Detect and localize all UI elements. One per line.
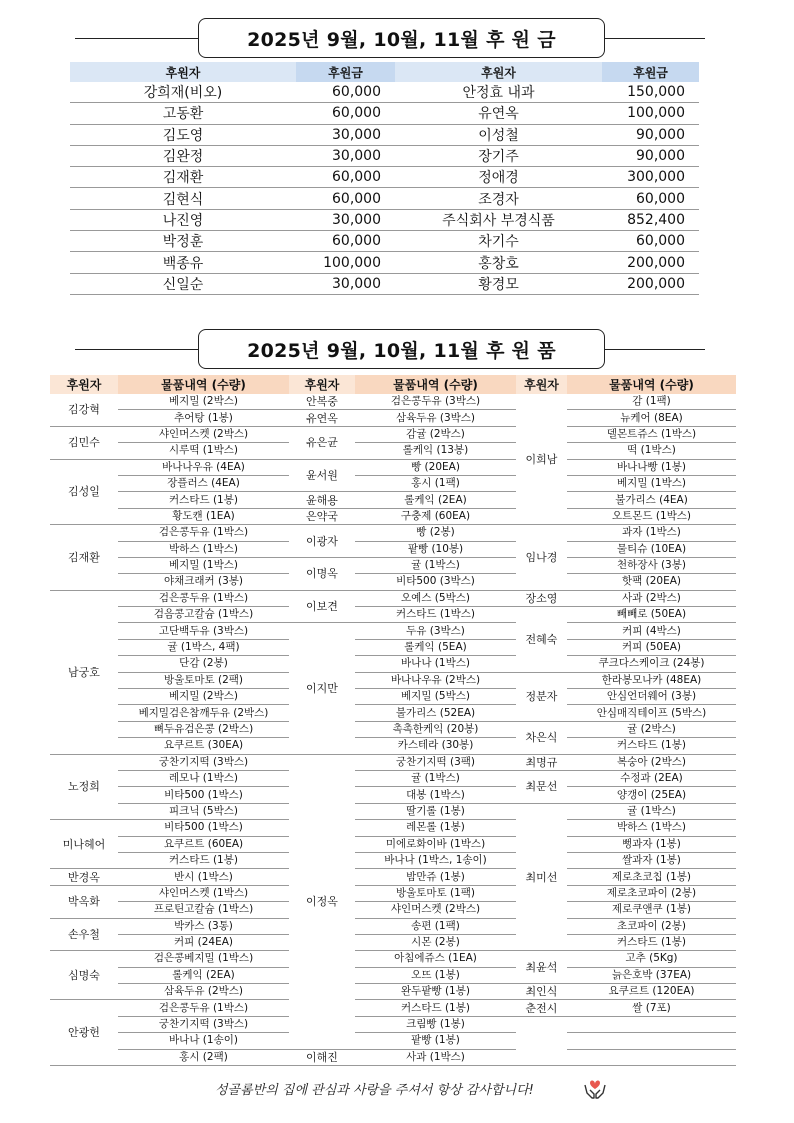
donated-item: 과자 (1박스) bbox=[567, 525, 736, 541]
donation-amount: 60,000 bbox=[602, 188, 699, 209]
donated-item: 샤인머스켓 (2박스) bbox=[118, 426, 289, 442]
donation-goods-table bbox=[50, 375, 736, 1066]
donation-money-table bbox=[70, 62, 699, 295]
donated-item: 베지밀 (1박스) bbox=[118, 557, 289, 573]
donor-name: 최미선 bbox=[516, 803, 567, 951]
donor-name: 김완정 bbox=[70, 145, 296, 166]
donor-name: 홍창호 bbox=[395, 252, 602, 273]
goods-table-row bbox=[50, 1016, 736, 1032]
donor-name: 고동환 bbox=[70, 103, 296, 124]
donated-item: 사과 (1박스) bbox=[355, 1049, 516, 1065]
donated-item: 귤 (1박스, 4팩) bbox=[118, 639, 289, 655]
money-table-row bbox=[70, 167, 699, 188]
donor-name: 최윤석 bbox=[516, 951, 567, 984]
donated-item: 궁찬기지떡 (3박스) bbox=[118, 1016, 289, 1032]
header-items: 물품내역 (수량) bbox=[567, 375, 736, 394]
goods-table-row bbox=[50, 574, 736, 590]
goods-table-row bbox=[50, 492, 736, 508]
donated-item: 박하스 (1박스) bbox=[567, 820, 736, 836]
goods-table-row bbox=[50, 721, 736, 737]
goods-table-row bbox=[50, 820, 736, 836]
donor-name: 안정효 내과 bbox=[395, 82, 602, 103]
money-table-row bbox=[70, 209, 699, 230]
donor-name: 나진영 bbox=[70, 209, 296, 230]
goods-table-row bbox=[50, 541, 736, 557]
header-amount: 후원금 bbox=[296, 62, 395, 82]
donated-item: 쌀과자 (1봉) bbox=[567, 852, 736, 868]
donation-amount: 90,000 bbox=[602, 124, 699, 145]
donor-name: 임나경 bbox=[516, 525, 567, 591]
donated-item: 크림빵 (1봉) bbox=[355, 1016, 516, 1032]
money-table-header bbox=[70, 62, 699, 82]
donated-item: 요쿠르트 (30EA) bbox=[118, 738, 289, 754]
donor-name: 차은식 bbox=[516, 721, 567, 754]
donated-item: 검은콩두유 (3박스) bbox=[355, 394, 516, 410]
donated-item: 뼈두유검은콩 (2박스) bbox=[118, 721, 289, 737]
donated-item: 팥빵 (10봉) bbox=[355, 541, 516, 557]
donated-item: 커스타드 (1봉) bbox=[118, 852, 289, 868]
goods-table-row bbox=[50, 705, 736, 721]
donated-item: 빼빼로 (50EA) bbox=[567, 607, 736, 623]
donation-amount: 30,000 bbox=[296, 145, 395, 166]
donated-item: 송편 (1팩) bbox=[355, 918, 516, 934]
donated-item: 롤케익 (13봉) bbox=[355, 443, 516, 459]
donor-name: 장소영 bbox=[516, 590, 567, 606]
goods-table-row bbox=[50, 754, 736, 770]
donated-item: 빵 (20EA) bbox=[355, 459, 516, 475]
donated-item: 떡 (1박스) bbox=[567, 443, 736, 459]
goods-table-row bbox=[50, 443, 736, 459]
donor-name: 김성일 bbox=[50, 459, 118, 525]
donated-item: 촉촉한케익 (20봉) bbox=[355, 721, 516, 737]
goods-table-row bbox=[50, 410, 736, 426]
donated-item: 커스타드 (1봉) bbox=[355, 1000, 516, 1016]
donated-item: 시몬 (2봉) bbox=[355, 934, 516, 950]
donated-item: 바나나 (1송이) bbox=[118, 1033, 289, 1049]
goods-table-header bbox=[50, 375, 736, 394]
goods-table-row bbox=[50, 1000, 736, 1016]
header-items: 물품내역 (수량) bbox=[118, 375, 289, 394]
goods-table-row bbox=[50, 934, 736, 950]
donor-name: 노정희 bbox=[50, 754, 118, 820]
donated-item: 커스타드 (1봉) bbox=[567, 934, 736, 950]
donor-name: 김강혁 bbox=[50, 394, 118, 426]
header-donor: 후원자 bbox=[516, 375, 567, 394]
donation-amount: 90,000 bbox=[602, 145, 699, 166]
donated-item bbox=[567, 1016, 736, 1032]
goods-table-row bbox=[50, 475, 736, 491]
donation-amount: 852,400 bbox=[602, 209, 699, 230]
goods-table-row bbox=[50, 590, 736, 606]
donated-item: 대봉 (1박스) bbox=[355, 787, 516, 803]
donated-item: 제로초코파이 (2봉) bbox=[567, 885, 736, 901]
donor-name: 강희재(비오) bbox=[70, 82, 296, 103]
donor-name: 이보견 bbox=[289, 590, 355, 623]
donor-name: 차기수 bbox=[395, 231, 602, 252]
donor-name: 김민수 bbox=[50, 426, 118, 459]
heart-hands-icon bbox=[582, 1075, 608, 1105]
donated-item: 미에로화이바 (1박스) bbox=[355, 836, 516, 852]
donated-item: 롤케익 (5EA) bbox=[355, 639, 516, 655]
money-table-row bbox=[70, 252, 699, 273]
donated-item: 오뜨 (1봉) bbox=[355, 967, 516, 983]
donated-item: 완두팥빵 (1봉) bbox=[355, 984, 516, 1000]
money-section-title: 2025년 9월, 10월, 11월 후 원 금 bbox=[198, 18, 605, 58]
donor-name: 박정훈 bbox=[70, 231, 296, 252]
donated-item: 방울토마토 (2팩) bbox=[118, 672, 289, 688]
donor-name: 은약국 bbox=[289, 508, 355, 524]
donated-item: 안심매직테이프 (5박스) bbox=[567, 705, 736, 721]
money-table-row bbox=[70, 124, 699, 145]
donated-item: 요쿠르트 (60EA) bbox=[118, 836, 289, 852]
donor-name: 전혜숙 bbox=[516, 607, 567, 673]
donor-name: 김재환 bbox=[50, 525, 118, 591]
donated-item: 샤인머스켓 (2박스) bbox=[355, 902, 516, 918]
donated-item: 커스타드 (1박스) bbox=[355, 607, 516, 623]
goods-table-row bbox=[50, 902, 736, 918]
donated-item: 베지밀 (1박스) bbox=[567, 475, 736, 491]
donated-item: 커피 (24EA) bbox=[118, 934, 289, 950]
donated-item: 단감 (2봉) bbox=[118, 656, 289, 672]
donated-item: 반시 (1박스) bbox=[118, 869, 289, 885]
donated-item: 감귤 (2박스) bbox=[355, 426, 516, 442]
donated-item: 카스테라 (30봉) bbox=[355, 738, 516, 754]
donated-item: 추어탕 (1봉) bbox=[118, 410, 289, 426]
donated-item: 양갱이 (25EA) bbox=[567, 787, 736, 803]
header-donor: 후원자 bbox=[289, 375, 355, 394]
donated-item: 델몬트쥬스 (1박스) bbox=[567, 426, 736, 442]
donation-amount: 30,000 bbox=[296, 209, 395, 230]
donation-amount: 200,000 bbox=[602, 273, 699, 294]
donated-item: 바나나우유 (4EA) bbox=[118, 459, 289, 475]
donated-item: 비타500 (3박스) bbox=[355, 574, 516, 590]
donated-item: 베지밀 (2박스) bbox=[118, 394, 289, 410]
donation-amount: 60,000 bbox=[296, 188, 395, 209]
goods-table-row bbox=[50, 836, 736, 852]
donated-item: 검은콩두유 (1박스) bbox=[118, 1000, 289, 1016]
donated-item: 검은콩두유 (1박스) bbox=[118, 590, 289, 606]
donation-amount: 60,000 bbox=[602, 231, 699, 252]
goods-section-title: 2025년 9월, 10월, 11월 후 원 품 bbox=[198, 329, 605, 369]
donor-name: 이성철 bbox=[395, 124, 602, 145]
donated-item: 제로쿠앤쿠 (1봉) bbox=[567, 902, 736, 918]
donor-name: 윤서원 bbox=[289, 459, 355, 492]
donated-item: 비타500 (1박스) bbox=[118, 787, 289, 803]
donated-item: 커스타드 (1봉) bbox=[118, 492, 289, 508]
money-table-row bbox=[70, 231, 699, 252]
goods-table-row bbox=[50, 738, 736, 754]
goods-table-row bbox=[50, 394, 736, 410]
header-items: 물품내역 (수량) bbox=[355, 375, 516, 394]
donated-item: 홍시 (2팩) bbox=[118, 1049, 289, 1065]
donated-item: 홍시 (1팩) bbox=[355, 475, 516, 491]
goods-table-row bbox=[50, 967, 736, 983]
donated-item: 롤케익 (2EA) bbox=[355, 492, 516, 508]
donated-item: 쿠크다스케이크 (24봉) bbox=[567, 656, 736, 672]
goods-table-row bbox=[50, 1049, 736, 1065]
goods-table-row bbox=[50, 869, 736, 885]
donated-item: 방울토마토 (1팩) bbox=[355, 885, 516, 901]
goods-table-row bbox=[50, 656, 736, 672]
goods-table-row bbox=[50, 803, 736, 819]
goods-table-row bbox=[50, 426, 736, 442]
goods-table-row bbox=[50, 852, 736, 868]
donated-item bbox=[567, 1049, 736, 1065]
donated-item: 비타500 (1박스) bbox=[118, 820, 289, 836]
donor-name: 최문선 bbox=[516, 770, 567, 803]
donated-item: 귤 (1박스) bbox=[355, 770, 516, 786]
donation-amount: 200,000 bbox=[602, 252, 699, 273]
donated-item: 커피 (4박스) bbox=[567, 623, 736, 639]
donated-item: 한라봉모나카 (48EA) bbox=[567, 672, 736, 688]
donated-item: 핫팩 (20EA) bbox=[567, 574, 736, 590]
donated-item: 안심언더웨어 (3봉) bbox=[567, 689, 736, 705]
donor-name: 윤해용 bbox=[289, 492, 355, 508]
goods-table-row bbox=[50, 1033, 736, 1049]
donation-amount: 30,000 bbox=[296, 124, 395, 145]
donor-name: 조경자 bbox=[395, 188, 602, 209]
donated-item: 고추 (5Kg) bbox=[567, 951, 736, 967]
donated-item: 사과 (2박스) bbox=[567, 590, 736, 606]
donated-item: 박하스 (1박스) bbox=[118, 541, 289, 557]
donated-item: 감 (1팩) bbox=[567, 394, 736, 410]
goods-table-row bbox=[50, 787, 736, 803]
donated-item: 시루떡 (1박스) bbox=[118, 443, 289, 459]
donated-item: 베지밀검은참깨두유 (2박스) bbox=[118, 705, 289, 721]
donor-name: 이지만 bbox=[289, 623, 355, 754]
donor-name: 이정옥 bbox=[289, 754, 355, 1049]
goods-section-header bbox=[75, 329, 705, 369]
thank-you-message: 성골롬반의 집에 관심과 사랑을 주셔서 항상 감사합니다! bbox=[215, 1083, 534, 1098]
donor-name: 최명규 bbox=[516, 754, 567, 770]
donor-name: 이해진 bbox=[289, 1049, 355, 1065]
header-donor: 후원자 bbox=[395, 62, 602, 82]
money-section-header bbox=[75, 18, 705, 58]
donated-item: 검은콩두유 (1박스) bbox=[118, 525, 289, 541]
donated-item: 야채크래커 (3봉) bbox=[118, 574, 289, 590]
donated-item: 늙은호박 (37EA) bbox=[567, 967, 736, 983]
donor-name: 반경옥 bbox=[50, 869, 118, 885]
goods-table-row bbox=[50, 951, 736, 967]
donation-amount: 30,000 bbox=[296, 273, 395, 294]
donor-name: 최인식 bbox=[516, 984, 567, 1000]
donated-item: 제로초코칩 (1봉) bbox=[567, 869, 736, 885]
donor-name: 백종유 bbox=[70, 252, 296, 273]
footer bbox=[0, 1075, 794, 1105]
donated-item: 레몬롤 (1봉) bbox=[355, 820, 516, 836]
goods-table-row bbox=[50, 918, 736, 934]
donated-item: 오예스 (5박스) bbox=[355, 590, 516, 606]
donor-name: 김재환 bbox=[70, 167, 296, 188]
goods-table-row bbox=[50, 770, 736, 786]
donor-name: 안복중 bbox=[289, 394, 355, 410]
donated-item: 검은콩베지밀 (1박스) bbox=[118, 951, 289, 967]
donor-name: 미나헤어 bbox=[50, 820, 118, 869]
header-amount: 후원금 bbox=[602, 62, 699, 82]
goods-table-row bbox=[50, 984, 736, 1000]
donated-item bbox=[567, 1033, 736, 1049]
donated-item: 궁찬기지떡 (3박스) bbox=[118, 754, 289, 770]
donor-name: 유연옥 bbox=[289, 410, 355, 426]
donated-item: 복숭아 (2박스) bbox=[567, 754, 736, 770]
donation-amount: 100,000 bbox=[296, 252, 395, 273]
donated-item: 레모나 (1박스) bbox=[118, 770, 289, 786]
money-table-row bbox=[70, 273, 699, 294]
donated-item: 불가리스 (4EA) bbox=[567, 492, 736, 508]
donor-name: 남궁호 bbox=[50, 590, 118, 754]
goods-table-row bbox=[50, 623, 736, 639]
donated-item: 샤인머스켓 (1박스) bbox=[118, 885, 289, 901]
donated-item: 팥빵 (1봉) bbox=[355, 1033, 516, 1049]
donated-item: 천하장사 (3봉) bbox=[567, 557, 736, 573]
donor-name: 유연옥 bbox=[395, 103, 602, 124]
goods-table-row bbox=[50, 672, 736, 688]
goods-table-row bbox=[50, 557, 736, 573]
donated-item: 빵 (2봉) bbox=[355, 525, 516, 541]
donor-name: 김현식 bbox=[70, 188, 296, 209]
money-table-row bbox=[70, 188, 699, 209]
donor-name: 장기주 bbox=[395, 145, 602, 166]
donated-item: 커스타드 (1봉) bbox=[567, 738, 736, 754]
donor-name: 김도영 bbox=[70, 124, 296, 145]
donor-name: 안광헌 bbox=[50, 1000, 118, 1066]
donation-amount: 60,000 bbox=[296, 167, 395, 188]
header-donor: 후원자 bbox=[50, 375, 118, 394]
donated-item: 귤 (2박스) bbox=[567, 721, 736, 737]
donation-amount: 60,000 bbox=[296, 82, 395, 103]
donated-item: 귤 (1박스) bbox=[355, 557, 516, 573]
donation-amount: 100,000 bbox=[602, 103, 699, 124]
donor-name bbox=[516, 1016, 567, 1065]
donor-name: 심명숙 bbox=[50, 951, 118, 1000]
donation-amount: 60,000 bbox=[296, 231, 395, 252]
header-donor: 후원자 bbox=[70, 62, 296, 82]
donated-item: 뉴케어 (8EA) bbox=[567, 410, 736, 426]
donated-item: 오트몬드 (1박스) bbox=[567, 508, 736, 524]
goods-table-row bbox=[50, 607, 736, 623]
goods-table-row bbox=[50, 525, 736, 541]
donor-name: 유은균 bbox=[289, 426, 355, 459]
donated-item: 롤케익 (2EA) bbox=[118, 967, 289, 983]
donated-item: 바나나우유 (2박스) bbox=[355, 672, 516, 688]
donation-amount: 150,000 bbox=[602, 82, 699, 103]
donated-item: 불가리스 (52EA) bbox=[355, 705, 516, 721]
donated-item: 궁찬기지떡 (3팩) bbox=[355, 754, 516, 770]
donated-item: 요쿠르트 (120EA) bbox=[567, 984, 736, 1000]
donor-name: 박옥화 bbox=[50, 885, 118, 918]
goods-table-row bbox=[50, 689, 736, 705]
money-table-row bbox=[70, 82, 699, 103]
donated-item: 박카스 (3통) bbox=[118, 918, 289, 934]
donated-item: 베지밀 (2박스) bbox=[118, 689, 289, 705]
donated-item: 고단백두유 (3박스) bbox=[118, 623, 289, 639]
goods-table-row bbox=[50, 639, 736, 655]
donation-amount: 300,000 bbox=[602, 167, 699, 188]
donor-name: 이명옥 bbox=[289, 557, 355, 590]
goods-table-row bbox=[50, 508, 736, 524]
donated-item: 두유 (3박스) bbox=[355, 623, 516, 639]
goods-table-row bbox=[50, 459, 736, 475]
donated-item: 밤만쥬 (1봉) bbox=[355, 869, 516, 885]
donation-amount: 60,000 bbox=[296, 103, 395, 124]
donor-name: 이광자 bbox=[289, 525, 355, 558]
donated-item: 바나나 (1박스, 1송이) bbox=[355, 852, 516, 868]
goods-table-row bbox=[50, 885, 736, 901]
donated-item: 황도캔 (1EA) bbox=[118, 508, 289, 524]
donated-item: 귤 (1박스) bbox=[567, 803, 736, 819]
donated-item: 수정과 (2EA) bbox=[567, 770, 736, 786]
donor-name: 이희남 bbox=[516, 394, 567, 525]
donor-name: 정애경 bbox=[395, 167, 602, 188]
donated-item: 물티슈 (10EA) bbox=[567, 541, 736, 557]
donated-item: 구충제 (60EA) bbox=[355, 508, 516, 524]
donated-item: 바나나 (1박스) bbox=[355, 656, 516, 672]
donated-item: 쌀 (7포) bbox=[567, 1000, 736, 1016]
donor-name: 정분자 bbox=[516, 672, 567, 721]
donated-item: 아침에쥬스 (1EA) bbox=[355, 951, 516, 967]
money-table-row bbox=[70, 103, 699, 124]
donor-name: 황경모 bbox=[395, 273, 602, 294]
donated-item: 베지밀 (5박스) bbox=[355, 689, 516, 705]
donor-name: 손우철 bbox=[50, 918, 118, 951]
donor-name: 주식회사 부경식품 bbox=[395, 209, 602, 230]
donated-item: 피크닉 (5박스) bbox=[118, 803, 289, 819]
money-table-row bbox=[70, 145, 699, 166]
donated-item: 삼육두유 (2박스) bbox=[118, 984, 289, 1000]
donated-item: 장플러스 (4EA) bbox=[118, 475, 289, 491]
donated-item: 프로틴고칼슘 (1박스) bbox=[118, 902, 289, 918]
donated-item: 검음콩고칼슘 (1박스) bbox=[118, 607, 289, 623]
donated-item: 뻥과자 (1봉) bbox=[567, 836, 736, 852]
donated-item: 초코파이 (2봉) bbox=[567, 918, 736, 934]
donated-item: 삼육두유 (3박스) bbox=[355, 410, 516, 426]
donated-item: 딸기롤 (1봉) bbox=[355, 803, 516, 819]
donor-name: 춘전시 bbox=[516, 1000, 567, 1016]
donated-item: 바나나빵 (1봉) bbox=[567, 459, 736, 475]
donor-name: 신일순 bbox=[70, 273, 296, 294]
donated-item: 커피 (50EA) bbox=[567, 639, 736, 655]
